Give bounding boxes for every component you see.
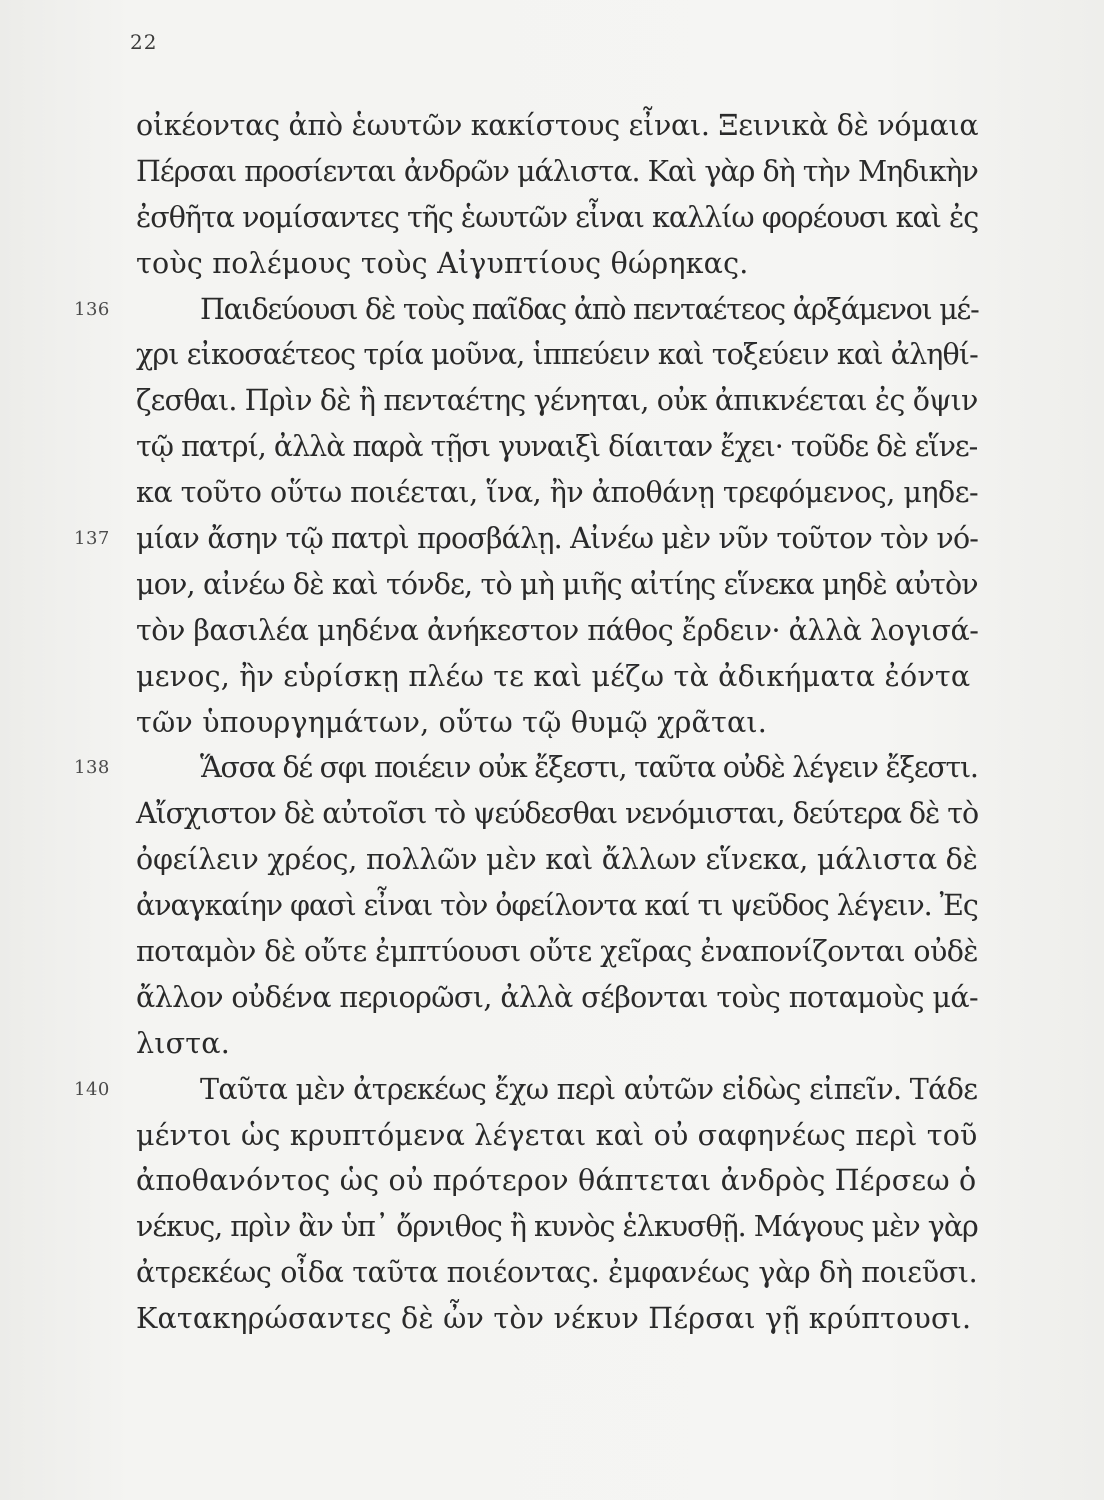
text-line: [136, 837, 978, 883]
line-text: ἀποθανόντος ὡς οὐ πρότερον θάπτεται ἀνδρὸς Πέρσεω ὁ: [136, 1164, 977, 1198]
line-text: Πέρσαι προσίενται ἀνδρῶν μάλιστα. Καὶ γὰρ δὴ τὴν Μηδικὴν: [136, 154, 978, 188]
line-text: οἰκέοντας ἀπὸ ἑωυτῶν κακίστους εἶναι. Ξεινικὰ δὲ νόμαια: [136, 109, 979, 142]
section-number: 138: [74, 757, 110, 779]
text-line: [136, 1113, 978, 1159]
text-line: [136, 1021, 978, 1067]
line-text: Αἴσχιστον δὲ αὐτοῖσι τὸ ψεύδεσθαι νενόμισται, δεύτερα δὲ τὸ: [136, 797, 979, 831]
text-line: [136, 1296, 978, 1342]
text-line: [136, 332, 978, 378]
text-line: [136, 700, 978, 746]
line-text: ποταμὸν δὲ οὔτε ἐμπτύουσι οὔτε χεῖρας ἐναπονίζονται οὐδὲ: [136, 935, 978, 969]
text-line: [136, 562, 978, 608]
line-text: ἄλλον οὐδένα περιορῶσι, ἀλλὰ σέβονται τοὺς ποταμοὺς μά-: [136, 980, 979, 1014]
line-text: λιστα.: [136, 1026, 230, 1060]
line-text: μέντοι ὡς κρυπτόμενα λέγεται καὶ οὐ σαφηνέως περὶ τοῦ: [136, 1118, 978, 1152]
line-text: τοὺς πολέμους τοὺς Αἰγυπτίους θώρηκας.: [136, 246, 749, 280]
greek-text-body: [74, 103, 979, 1342]
line-text: κα τοῦτο οὕτω ποιέεται, ἵνα, ἢν ἀποθάνῃ τρεφόμενος, μηδε-: [136, 476, 979, 510]
line-text: Παιδεύουσι δὲ τοὺς παῖδας ἀπὸ πενταέτεος ἀρξάμενοι μέ-: [200, 292, 979, 326]
line-text: ἐσθῆτα νομίσαντες τῆς ἑωυτῶν εἶναι καλλίω φορέουσι καὶ ἐς: [136, 200, 979, 234]
line-text: ζεσθαι. Πρὶν δὲ ἢ πενταέτης γένηται, οὐκ ἀπικνέεται ἐς ὄψιν: [136, 384, 978, 418]
line-text: τὸν βασιλέα μηδένα ἀνήκεστον πάθος ἔρδειν· ἀλλὰ λογισά-: [136, 613, 979, 647]
line-text: χρι εἰκοσαέτεος τρία μοῦνα, ἱππεύειν καὶ τοξεύειν καὶ ἀληθί-: [136, 338, 978, 372]
line-text: ἀναγκαίην φασὶ εἶναι τὸν ὀφείλοντα καί τι ψεῦδος λέγειν. Ἐς: [136, 889, 978, 923]
text-line: [136, 149, 978, 195]
line-text: Ταῦτα μὲν ἀτρεκέως ἔχω περὶ αὐτῶν εἰδὼς εἰπεῖν. Τάδε: [200, 1072, 978, 1106]
text-line: [136, 1204, 978, 1250]
line-text: ὀφείλειν χρέος, πολλῶν μὲν καὶ ἄλλων εἵνεκα, μάλιστα δὲ: [136, 843, 978, 877]
text-line: [136, 241, 978, 287]
line-text: ἀτρεκέως οἶδα ταῦτα ποιέοντας. ἐμφανέως γὰρ δὴ ποιεῦσι.: [136, 1256, 978, 1290]
text-line: [136, 103, 978, 149]
page-number: 22: [130, 30, 158, 54]
text-line: [136, 791, 978, 837]
line-text: τῷ πατρί, ἀλλὰ παρὰ τῇσι γυναιξὶ δίαιταν ἔχει· τοῦδε δὲ εἵνε-: [136, 430, 978, 464]
line-text: νέκυς, πρὶν ἂν ὑπ᾽ ὄρνιθος ἢ κυνὸς ἑλκυσθῇ. Μάγους μὲν γὰρ: [136, 1210, 978, 1244]
text-line: [74, 287, 979, 333]
line-text: μίαν ἄσην τῷ πατρὶ προσβάλῃ. Αἰνέω μὲν νῦν τοῦτον τὸν νό-: [136, 522, 979, 556]
text-line: [136, 424, 978, 470]
text-line: [136, 470, 978, 516]
text-line: [136, 654, 978, 700]
line-text: μον, αἰνέω δὲ καὶ τόνδε, τὸ μὴ μιῆς αἰτίης εἵνεκα μηδὲ αὐτὸν: [136, 567, 978, 601]
line-text: Κατακηρώσαντες δὲ ὦν τὸν νέκυν Πέρσαι γῇ κρύπτουσι.: [136, 1302, 972, 1336]
line-text: μενος, ἢν εὑρίσκῃ πλέω τε καὶ μέζω τὰ ἀδικήματα ἐόντα: [136, 659, 971, 693]
line-text: Ἅσσα δέ σφι ποιέειν οὐκ ἔξεστι, ταῦτα οὐδὲ λέγειν ἔξεστι.: [200, 751, 978, 785]
section-number: 137: [74, 528, 110, 550]
text-line: [74, 745, 978, 791]
text-line: [136, 195, 978, 241]
text-line: [136, 608, 978, 654]
text-line: [136, 883, 978, 929]
section-number: 136: [74, 298, 110, 320]
text-line: [136, 1250, 978, 1296]
text-line: [136, 975, 978, 1021]
text-line: [74, 1067, 978, 1113]
section-number: 140: [74, 1078, 110, 1100]
line-text: τῶν ὑπουργημάτων, οὕτω τῷ θυμῷ χρᾶται.: [136, 705, 768, 739]
text-line: [136, 929, 978, 975]
text-line: [136, 378, 978, 424]
text-line: [136, 1158, 978, 1204]
text-line: [74, 516, 979, 562]
